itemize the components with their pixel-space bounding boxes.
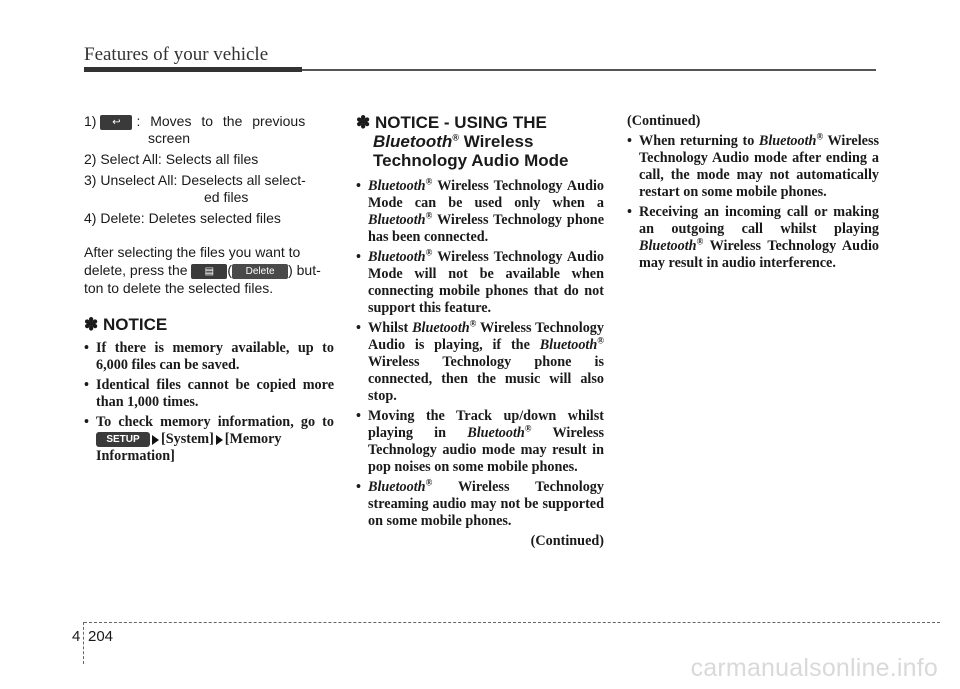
column-middle (356, 113, 604, 550)
list-item (356, 479, 604, 530)
list-text: 3) Unselect All: Deselects all select- (84, 172, 306, 188)
delete-label-icon: Delete (232, 264, 288, 279)
list-text: : Moves to the previous (136, 113, 306, 129)
list-item-select-all: 2) Select All: Selects all files (84, 151, 259, 167)
list-text: Wireless Technology phone is connected, then the music will also stop. (368, 354, 604, 404)
bluetooth-term: Bluetooth (368, 249, 426, 265)
bluetooth-term: Bluetooth (412, 320, 470, 336)
heading-text: Wireless (458, 132, 534, 151)
list-text: Wireless Technology Audio is playing, if the (368, 320, 604, 353)
list-text-cont: ed files (204, 189, 249, 205)
column-left (84, 113, 334, 468)
list-item: • Identical files cannot be copied more than 1,000 times. (84, 377, 334, 411)
list-item (627, 204, 879, 272)
footer-vertical-rule (83, 622, 84, 664)
paragraph-text: ) but- (288, 262, 321, 278)
list-text: Moving the Track up/down whilst playing in (368, 408, 604, 441)
bluetooth-notice-heading (356, 113, 604, 170)
header-rule-light (302, 69, 876, 71)
list-item (356, 178, 604, 246)
arrow-right-icon (152, 435, 159, 445)
delete-button-image (191, 264, 227, 279)
bluetooth-notice-list (356, 178, 604, 530)
paragraph-line (84, 261, 334, 279)
trash-icon: ▤ (191, 264, 227, 279)
heading-line (356, 132, 604, 151)
continued-label: (Continued) (627, 113, 701, 129)
registered-mark: ® (425, 210, 433, 221)
page-header-title: Features of your vehicle (84, 44, 269, 65)
bluetooth-term: Bluetooth (368, 178, 426, 194)
list-text: Wireless Technology Audio Mode will not be available when connecting mobile phones that do not support this feature. (368, 249, 604, 316)
list-text: [System] (161, 431, 214, 447)
registered-mark: ® (696, 236, 704, 247)
back-arrow-icon: ↩ (100, 115, 132, 130)
continued-label: (Continued) (530, 533, 604, 549)
bluetooth-term: Bluetooth (368, 212, 426, 228)
bluetooth-term: Bluetooth (639, 238, 697, 254)
list-text: [Memory Information] (96, 431, 282, 464)
bluetooth-notice-list-cont (627, 133, 879, 272)
registered-mark: ® (524, 423, 532, 434)
registered-mark: ® (452, 132, 459, 143)
list-item (356, 320, 604, 405)
notice-heading: ✽ NOTICE (84, 315, 168, 334)
list-text: When returning to (639, 133, 759, 149)
list-text: Wireless Technology Audio Mode can be used only when a (368, 178, 604, 211)
registered-mark: ® (425, 176, 433, 187)
list-text: Wireless Technology phone has been connected. (368, 212, 604, 245)
list-item-previous (84, 113, 334, 147)
list-text-cont: screen (148, 130, 191, 146)
list-text: Wireless Technology streaming audio may not be supported on some mobile phones. (368, 479, 604, 529)
list-item (627, 133, 879, 201)
page-number: 204 (88, 628, 114, 645)
list-text: Wireless Technology audio mode may result in pop noises on some mobile phones. (368, 425, 604, 475)
list-text: Wireless Technology Audio mode after ending a call, the mode may not automatically restart on some mobile phones. (639, 133, 879, 200)
setup-button-icon: SETUP (96, 432, 150, 447)
chapter-number: 4 (72, 628, 81, 645)
footer-rule (84, 622, 940, 623)
list-item (356, 408, 604, 476)
list-item-delete: 4) Delete: Deletes selected files (84, 210, 281, 226)
heading-bluetooth: Bluetooth (373, 132, 453, 151)
bluetooth-term: Bluetooth (758, 133, 817, 149)
registered-mark: ® (597, 335, 604, 346)
list-text: Whilst (368, 320, 413, 336)
bluetooth-term: Bluetooth (467, 425, 525, 441)
heading-line: Technology Audio Mode (373, 151, 569, 170)
list-text: To check memory information, go to (96, 414, 334, 430)
heading-line: ✽ NOTICE - USING THE (356, 113, 547, 132)
registered-mark: ® (816, 131, 824, 142)
list-text: Receiving an incoming call or making an outgoing call whilst playing (639, 204, 879, 237)
column-right (627, 113, 879, 275)
paren: ( (227, 262, 233, 278)
header-rule-dark (84, 67, 302, 72)
list-item (84, 414, 334, 465)
paragraph-text: delete, press the (84, 262, 188, 278)
delete-paragraph (84, 243, 334, 297)
watermark-text: carmanualsonline.info (690, 654, 938, 682)
list-item-unselect-all (84, 172, 334, 206)
registered-mark: ® (469, 318, 477, 329)
list-item: • If there is memory available, up to 6,000 files can be saved. (84, 340, 334, 374)
bluetooth-term: Bluetooth (368, 479, 426, 495)
paragraph-line: After selecting the files you want to (84, 244, 301, 260)
list-text: Wireless Technology Audio may result in audio interference. (639, 238, 879, 271)
registered-mark: ® (425, 477, 433, 488)
paragraph-line: ton to delete the selected files. (84, 280, 274, 296)
arrow-right-icon (216, 435, 223, 445)
list-item (356, 249, 604, 317)
notice-list (84, 340, 334, 465)
registered-mark: ® (425, 247, 433, 258)
list-number: 1) (84, 113, 97, 129)
bluetooth-term: Bluetooth (539, 337, 598, 353)
